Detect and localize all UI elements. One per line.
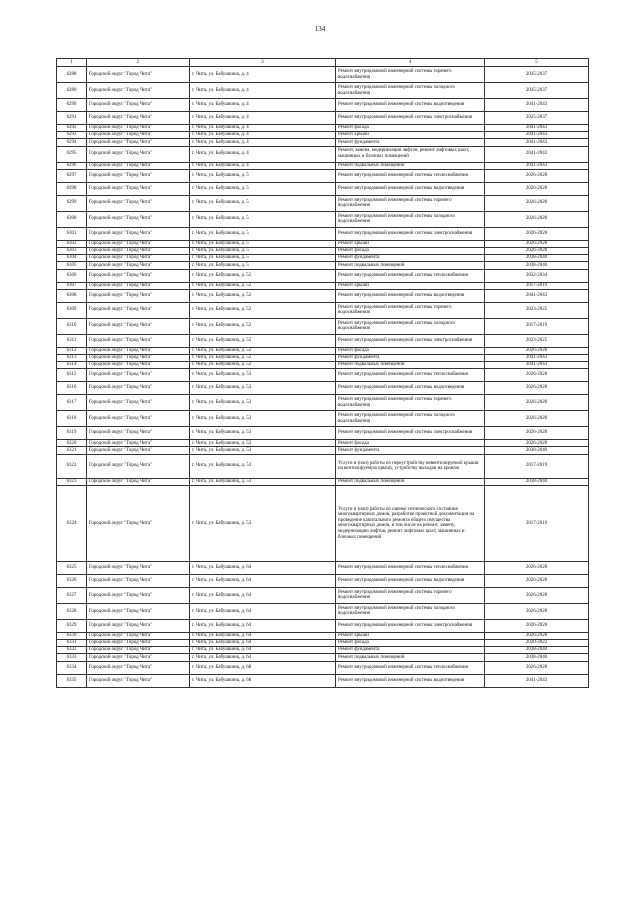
address-cell: г. Чита, ул. Бабушкина, д. 52 — [190, 354, 336, 361]
row-number-cell: 6289 — [57, 83, 87, 99]
work-type-cell: Ремонт внутридомовой инженерной системы теплоснабжения — [336, 169, 485, 182]
table-row — [57, 112, 589, 125]
period-cell: 2026-2028 — [485, 661, 589, 674]
table-row — [57, 485, 589, 561]
period-cell: 2041-2043 — [485, 162, 589, 169]
municipality-cell: Городской округ "Город Чита" — [87, 395, 190, 411]
row-number-cell: 6308 — [57, 289, 87, 302]
work-type-cell: Ремонт фасада — [336, 125, 485, 132]
row-number-cell: 6310 — [57, 318, 87, 334]
capital-repair-table — [56, 58, 589, 688]
work-type-cell: Ремонт фасада — [336, 247, 485, 254]
municipality-cell: Городской округ "Город Чита" — [87, 318, 190, 334]
row-number-cell: 6328 — [57, 603, 87, 619]
address-cell: г. Чита, ул. Бабушкина, д. 52 — [190, 318, 336, 334]
municipality-cell: Городской округ "Город Чита" — [87, 269, 190, 282]
row-number-cell: 6320 — [57, 440, 87, 447]
table-row — [57, 67, 589, 83]
address-cell: г. Чита, ул. Бабушкина, д. 53 — [190, 447, 336, 454]
table-row — [57, 447, 589, 454]
municipality-cell: Городской округ "Город Чита" — [87, 247, 190, 254]
period-cell: 2017-2019 — [485, 318, 589, 334]
row-number-cell: 6290 — [57, 99, 87, 112]
table-row — [57, 354, 589, 361]
table-row — [57, 318, 589, 334]
municipality-cell: Городской округ "Город Чита" — [87, 139, 190, 146]
row-number-cell: 6291 — [57, 112, 87, 125]
municipality-cell: Городской округ "Город Чита" — [87, 83, 190, 99]
table-row — [57, 99, 589, 112]
municipality-cell: Городской округ "Город Чита" — [87, 240, 190, 247]
period-cell: 2035-2037 — [485, 67, 589, 83]
municipality-cell: Городской округ "Город Чита" — [87, 574, 190, 587]
work-type-cell: Ремонт крыши — [336, 240, 485, 247]
address-cell: г. Чита, ул. Бабушкина, д. 52 — [190, 269, 336, 282]
table-row — [57, 619, 589, 632]
work-type-cell: Услуги и (или) работы по переустройству невентилируемой крыши на вентилируемую крышу, устройству выходов на кровлю — [336, 454, 485, 478]
table-row — [57, 647, 589, 654]
table-body — [57, 67, 589, 688]
row-number-cell: 6318 — [57, 411, 87, 427]
row-number-cell: 6333 — [57, 654, 87, 661]
municipality-cell: Городской округ "Город Чита" — [87, 195, 190, 211]
municipality-cell: Городской округ "Город Чита" — [87, 262, 190, 269]
address-cell: г. Чита, ул. Бабушкина, д. 4 — [190, 146, 336, 162]
municipality-cell: Городской округ "Город Чита" — [87, 369, 190, 382]
row-number-cell: 6326 — [57, 574, 87, 587]
work-type-cell: Ремонт внутридомовой инженерной системы холодного водоснабжения — [336, 83, 485, 99]
address-cell: г. Чита, ул. Бабушкина, д. 64 — [190, 647, 336, 654]
row-number-cell: 6298 — [57, 182, 87, 195]
municipality-cell: Городской округ "Город Чита" — [87, 632, 190, 639]
work-type-cell: Ремонт подвальных помещений — [336, 262, 485, 269]
work-type-cell: Ремонт внутридомовой инженерной системы теплоснабжения — [336, 561, 485, 574]
table-row — [57, 282, 589, 289]
row-number-cell: 6292 — [57, 125, 87, 132]
column-header-4: 4 — [336, 59, 485, 67]
table-row — [57, 640, 589, 647]
row-number-cell: 6288 — [57, 67, 87, 83]
address-cell: г. Чита, ул. Бабушкина, д. 5 — [190, 262, 336, 269]
work-type-cell: Ремонт внутридомовой инженерной системы горячего водоснабжения — [336, 302, 485, 318]
work-type-cell: Ремонт фундамента — [336, 447, 485, 454]
work-type-cell: Ремонт внутридомовой инженерной системы теплоснабжения — [336, 661, 485, 674]
municipality-cell: Городской округ "Город Чита" — [87, 427, 190, 440]
period-cell: 2035-2037 — [485, 83, 589, 99]
period-cell: 2041-2043 — [485, 362, 589, 369]
table-row — [57, 674, 589, 687]
period-cell: 2023-2025 — [485, 302, 589, 318]
row-number-cell: 6301 — [57, 227, 87, 240]
municipality-cell: Городской округ "Город Чита" — [87, 146, 190, 162]
municipality-cell: Городской округ "Город Чита" — [87, 603, 190, 619]
period-cell: 2035-2037 — [485, 112, 589, 125]
work-type-cell: Услуги и (или) работы по оценке технического состояния многоквартирных домов, разработке проектной документации на проведение капитального ремонта общего имущества многоквартирных домов, в том числе на ремонт, замену, модернизацию лифтов, ремонт лифтовых шахт, машинных и блочных помещений — [336, 485, 485, 561]
row-number-cell: 6334 — [57, 661, 87, 674]
row-number-cell: 6295 — [57, 146, 87, 162]
period-cell: 2017-2019 — [485, 282, 589, 289]
address-cell: г. Чита, ул. Бабушкина, д. 52 — [190, 334, 336, 347]
work-type-cell: Ремонт фундамента — [336, 354, 485, 361]
table-row — [57, 240, 589, 247]
table-row — [57, 227, 589, 240]
municipality-cell: Городской округ "Город Чита" — [87, 112, 190, 125]
address-cell: г. Чита, ул. Бабушкина, д. 53 — [190, 382, 336, 395]
work-type-cell: Ремонт внутридомовой инженерной системы электроснабжения — [336, 112, 485, 125]
work-type-cell: Ремонт внутридомовой инженерной системы горячего водоснабжения — [336, 395, 485, 411]
period-cell: 2020-2022 — [485, 640, 589, 647]
row-number-cell: 6330 — [57, 632, 87, 639]
period-cell: 2041-2043 — [485, 125, 589, 132]
period-cell: 2032-2034 — [485, 269, 589, 282]
work-type-cell: Ремонт подвальных помещений — [336, 654, 485, 661]
period-cell: 2026-2028 — [485, 603, 589, 619]
period-cell: 2026-2028 — [485, 227, 589, 240]
row-number-cell: 6303 — [57, 247, 87, 254]
table-row — [57, 262, 589, 269]
work-type-cell: Ремонт внутридомовой инженерной системы электроснабжения — [336, 227, 485, 240]
table-row — [57, 334, 589, 347]
address-cell: г. Чита, ул. Бабушкина, д. 52 — [190, 289, 336, 302]
address-cell: г. Чита, ул. Бабушкина, д. 4 — [190, 132, 336, 139]
table-row — [57, 125, 589, 132]
row-number-cell: 6332 — [57, 647, 87, 654]
table-row — [57, 574, 589, 587]
row-number-cell: 6293 — [57, 132, 87, 139]
table-row — [57, 654, 589, 661]
period-cell: 2026-2028 — [485, 169, 589, 182]
period-cell: 2026-2028 — [485, 440, 589, 447]
municipality-cell: Городской округ "Город Чита" — [87, 647, 190, 654]
municipality-cell: Городской округ "Город Чита" — [87, 362, 190, 369]
work-type-cell: Ремонт внутридомовой инженерной системы холодного водоснабжения — [336, 318, 485, 334]
row-number-cell: 6307 — [57, 282, 87, 289]
municipality-cell: Городской округ "Город Чита" — [87, 125, 190, 132]
row-number-cell: 6329 — [57, 619, 87, 632]
address-cell: г. Чита, ул. Бабушкина, д. 52 — [190, 302, 336, 318]
row-number-cell: 6317 — [57, 395, 87, 411]
row-number-cell: 6324 — [57, 485, 87, 561]
row-number-cell: 6323 — [57, 478, 87, 485]
municipality-cell: Городской округ "Город Чита" — [87, 485, 190, 561]
row-number-cell: 6294 — [57, 139, 87, 146]
work-type-cell: Ремонт внутридомовой инженерной системы водоотведения — [336, 574, 485, 587]
municipality-cell: Городской округ "Город Чита" — [87, 282, 190, 289]
table-row — [57, 182, 589, 195]
row-number-cell: 6313 — [57, 354, 87, 361]
municipality-cell: Городской округ "Город Чита" — [87, 561, 190, 574]
address-cell: г. Чита, ул. Бабушкина, д. 68 — [190, 661, 336, 674]
municipality-cell: Городской округ "Город Чита" — [87, 182, 190, 195]
table-row — [57, 603, 589, 619]
row-number-cell: 6321 — [57, 447, 87, 454]
period-cell: 2026-2028 — [485, 427, 589, 440]
work-type-cell: Ремонт внутридомовой инженерной системы горячего водоснабжения — [336, 195, 485, 211]
municipality-cell: Городской округ "Город Чита" — [87, 334, 190, 347]
address-cell: г. Чита, ул. Бабушкина, д. 53 — [190, 369, 336, 382]
table-row — [57, 427, 589, 440]
municipality-cell: Городской округ "Город Чита" — [87, 227, 190, 240]
work-type-cell: Ремонт фасада — [336, 440, 485, 447]
table-row — [57, 247, 589, 254]
work-type-cell: Ремонт внутридомовой инженерной системы горячего водоснабжения — [336, 587, 485, 603]
period-cell: 2026-2028 — [485, 619, 589, 632]
table-row — [57, 195, 589, 211]
work-type-cell: Ремонт внутридомовой инженерной системы электроснабжения — [336, 427, 485, 440]
row-number-cell: 6322 — [57, 454, 87, 478]
period-cell: 2041-2043 — [485, 289, 589, 302]
row-number-cell: 6331 — [57, 640, 87, 647]
address-cell: г. Чита, ул. Бабушкина, д. 5 — [190, 255, 336, 262]
address-cell: г. Чита, ул. Бабушкина, д. 5 — [190, 211, 336, 227]
municipality-cell: Городской округ "Город Чита" — [87, 411, 190, 427]
row-number-cell: 6304 — [57, 255, 87, 262]
period-cell: 2038-2040 — [485, 447, 589, 454]
period-cell: 2041-2043 — [485, 354, 589, 361]
work-type-cell: Ремонт внутридомовой инженерной системы холодного водоснабжения — [336, 603, 485, 619]
period-cell: 2017-2019 — [485, 485, 589, 561]
table-row — [57, 269, 589, 282]
municipality-cell: Городской округ "Город Чита" — [87, 447, 190, 454]
address-cell: г. Чита, ул. Бабушкина, д. 4 — [190, 125, 336, 132]
table-row — [57, 587, 589, 603]
municipality-cell: Городской округ "Город Чита" — [87, 654, 190, 661]
work-type-cell: Ремонт внутридомовой инженерной системы водоотведения — [336, 289, 485, 302]
table-header-row — [57, 59, 589, 67]
address-cell: г. Чита, ул. Бабушкина, д. 64 — [190, 574, 336, 587]
address-cell: г. Чита, ул. Бабушкина, д. 64 — [190, 603, 336, 619]
row-number-cell: 6325 — [57, 561, 87, 574]
address-cell: г. Чита, ул. Бабушкина, д. 64 — [190, 561, 336, 574]
period-cell: 2026-2028 — [485, 195, 589, 211]
table-row — [57, 146, 589, 162]
municipality-cell: Городской округ "Город Чита" — [87, 587, 190, 603]
table-row — [57, 561, 589, 574]
table-row — [57, 289, 589, 302]
municipality-cell: Городской округ "Город Чита" — [87, 674, 190, 687]
table-row — [57, 255, 589, 262]
municipality-cell: Городской округ "Город Чита" — [87, 619, 190, 632]
work-type-cell: Ремонт внутридомовой инженерной системы холодного водоснабжения — [336, 211, 485, 227]
table-row — [57, 83, 589, 99]
period-cell: 2026-2028 — [485, 561, 589, 574]
work-type-cell: Ремонт внутридомовой инженерной системы водоотведения — [336, 182, 485, 195]
address-cell: г. Чита, ул. Бабушкина, д. 4 — [190, 99, 336, 112]
municipality-cell: Городской округ "Город Чита" — [87, 382, 190, 395]
municipality-cell: Городской округ "Город Чита" — [87, 354, 190, 361]
address-cell: г. Чита, ул. Бабушкина, д. 52 — [190, 347, 336, 354]
column-header-1: 1 — [57, 59, 87, 67]
period-cell: 2026-2028 — [485, 574, 589, 587]
address-cell: г. Чита, ул. Бабушкина, д. 64 — [190, 632, 336, 639]
work-type-cell: Ремонт фундамента — [336, 647, 485, 654]
work-type-cell: Ремонт внутридомовой инженерной системы электроснабжения — [336, 334, 485, 347]
address-cell: г. Чита, ул. Бабушкина, д. 52 — [190, 362, 336, 369]
table-row — [57, 169, 589, 182]
table-row — [57, 395, 589, 411]
address-cell: г. Чита, ул. Бабушкина, д. 52 — [190, 282, 336, 289]
work-type-cell: Ремонт крыши — [336, 132, 485, 139]
address-cell: г. Чита, ул. Бабушкина, д. 5 — [190, 195, 336, 211]
table-row — [57, 411, 589, 427]
address-cell: г. Чита, ул. Бабушкина, д. 5 — [190, 227, 336, 240]
period-cell: 2026-2028 — [485, 395, 589, 411]
table-row — [57, 211, 589, 227]
address-cell: г. Чита, ул. Бабушкина, д. 53 — [190, 395, 336, 411]
work-type-cell: Ремонт внутридомовой инженерной системы водоотведения — [336, 382, 485, 395]
period-cell: 2026-2028 — [485, 240, 589, 247]
work-type-cell: Ремонт внутридомовой инженерной системы водоотведения — [336, 99, 485, 112]
address-cell: г. Чита, ул. Бабушкина, д. 53 — [190, 427, 336, 440]
municipality-cell: Городской округ "Город Чита" — [87, 289, 190, 302]
table-row — [57, 369, 589, 382]
municipality-cell: Городской округ "Город Чита" — [87, 99, 190, 112]
municipality-cell: Городской округ "Город Чита" — [87, 67, 190, 83]
work-type-cell: Ремонт крыши — [336, 632, 485, 639]
period-cell: 2023-2025 — [485, 334, 589, 347]
work-type-cell: Ремонт внутридомовой инженерной системы теплоснабжения — [336, 269, 485, 282]
column-header-2: 2 — [87, 59, 190, 67]
row-number-cell: 6327 — [57, 587, 87, 603]
table-row — [57, 302, 589, 318]
work-type-cell: Ремонт, замена, модернизация лифтов, ремонт лифтовых шахт, машинных и блочных помещений — [336, 146, 485, 162]
row-number-cell: 6319 — [57, 427, 87, 440]
work-type-cell: Ремонт внутридомовой инженерной системы горячего водоснабжения — [336, 67, 485, 83]
period-cell: 2026-2028 — [485, 382, 589, 395]
row-number-cell: 6300 — [57, 211, 87, 227]
address-cell: г. Чита, ул. Бабушкина, д. 5 — [190, 169, 336, 182]
work-type-cell: Ремонт внутридомовой инженерной системы электроснабжения — [336, 619, 485, 632]
municipality-cell: Городской округ "Город Чита" — [87, 661, 190, 674]
municipality-cell: Городской округ "Город Чита" — [87, 440, 190, 447]
table-row — [57, 382, 589, 395]
period-cell: 2038-2040 — [485, 654, 589, 661]
municipality-cell: Городской округ "Город Чита" — [87, 169, 190, 182]
period-cell: 2017-2019 — [485, 454, 589, 478]
row-number-cell: 6305 — [57, 262, 87, 269]
table-row — [57, 139, 589, 146]
work-type-cell: Ремонт внутридомовой инженерной системы холодного водоснабжения — [336, 411, 485, 427]
address-cell: г. Чита, ул. Бабушкина, д. 53 — [190, 454, 336, 478]
table-row — [57, 347, 589, 354]
municipality-cell: Городской округ "Город Чита" — [87, 454, 190, 478]
row-number-cell: 6315 — [57, 369, 87, 382]
column-header-5: 5 — [485, 59, 589, 67]
period-cell: 2026-2028 — [485, 247, 589, 254]
address-cell: г. Чита, ул. Бабушкина, д. 53 — [190, 478, 336, 485]
table-row — [57, 362, 589, 369]
period-cell: 2026-2028 — [485, 347, 589, 354]
municipality-cell: Городской округ "Город Чита" — [87, 347, 190, 354]
municipality-cell: Городской округ "Город Чита" — [87, 255, 190, 262]
period-cell: 2026-2028 — [485, 632, 589, 639]
period-cell: 2026-2028 — [485, 182, 589, 195]
row-number-cell: 6312 — [57, 347, 87, 354]
address-cell: г. Чита, ул. Бабушкина, д. 64 — [190, 654, 336, 661]
address-cell: г. Чита, ул. Бабушкина, д. 64 — [190, 640, 336, 647]
row-number-cell: 6299 — [57, 195, 87, 211]
work-type-cell: Ремонт фундамента — [336, 255, 485, 262]
row-number-cell: 6316 — [57, 382, 87, 395]
period-cell: 2041-2043 — [485, 132, 589, 139]
address-cell: г. Чита, ул. Бабушкина, д. 5 — [190, 240, 336, 247]
address-cell: г. Чита, ул. Бабушкина, д. 64 — [190, 619, 336, 632]
period-cell: 2026-2028 — [485, 369, 589, 382]
work-type-cell: Ремонт фасада — [336, 640, 485, 647]
address-cell: г. Чита, ул. Бабушкина, д. 5 — [190, 182, 336, 195]
address-cell: г. Чита, ул. Бабушкина, д. 53 — [190, 485, 336, 561]
period-cell: 2038-2040 — [485, 262, 589, 269]
row-number-cell: 6314 — [57, 362, 87, 369]
row-number-cell: 6302 — [57, 240, 87, 247]
address-cell: г. Чита, ул. Бабушкина, д. 4 — [190, 112, 336, 125]
period-cell: 2026-2028 — [485, 411, 589, 427]
address-cell: г. Чита, ул. Бабушкина, д. 4 — [190, 139, 336, 146]
address-cell: г. Чита, ул. Бабушкина, д. 53 — [190, 440, 336, 447]
period-cell: 2041-2043 — [485, 674, 589, 687]
municipality-cell: Городской округ "Город Чита" — [87, 640, 190, 647]
period-cell: 2038-2040 — [485, 255, 589, 262]
period-cell: 2041-2043 — [485, 99, 589, 112]
table-row — [57, 162, 589, 169]
work-type-cell: Ремонт подвальных помещений — [336, 362, 485, 369]
municipality-cell: Городской округ "Город Чита" — [87, 478, 190, 485]
table-row — [57, 440, 589, 447]
address-cell: г. Чита, ул. Бабушкина, д. 68 — [190, 674, 336, 687]
address-cell: г. Чита, ул. Бабушкина, д. 4 — [190, 162, 336, 169]
table-row — [57, 132, 589, 139]
address-cell: г. Чита, ул. Бабушкина, д. 4 — [190, 67, 336, 83]
work-type-cell: Ремонт подвальных помещений — [336, 478, 485, 485]
work-type-cell: Ремонт внутридомовой инженерной системы теплоснабжения — [336, 369, 485, 382]
row-number-cell: 6309 — [57, 302, 87, 318]
municipality-cell: Городской округ "Город Чита" — [87, 302, 190, 318]
row-number-cell: 6306 — [57, 269, 87, 282]
page-number: 134 — [314, 25, 326, 33]
work-type-cell: Ремонт подвальных помещений — [336, 162, 485, 169]
row-number-cell: 6311 — [57, 334, 87, 347]
period-cell: 2041-2043 — [485, 139, 589, 146]
period-cell: 2038-2040 — [485, 647, 589, 654]
work-type-cell: Ремонт фасада — [336, 347, 485, 354]
municipality-cell: Городской округ "Город Чита" — [87, 211, 190, 227]
row-number-cell: 6296 — [57, 162, 87, 169]
period-cell: 2041-2043 — [485, 146, 589, 162]
address-cell: г. Чита, ул. Бабушкина, д. 64 — [190, 587, 336, 603]
table-row — [57, 661, 589, 674]
table-row — [57, 632, 589, 639]
table-row — [57, 454, 589, 478]
work-type-cell: Ремонт крыши — [336, 282, 485, 289]
work-type-cell: Ремонт внутридомовой инженерной системы водоотведения — [336, 674, 485, 687]
row-number-cell: 6335 — [57, 674, 87, 687]
period-cell: 2026-2028 — [485, 211, 589, 227]
table-row — [57, 478, 589, 485]
row-number-cell: 6297 — [57, 169, 87, 182]
municipality-cell: Городской округ "Город Чита" — [87, 162, 190, 169]
column-header-3: 3 — [190, 59, 336, 67]
address-cell: г. Чита, ул. Бабушкина, д. 4 — [190, 83, 336, 99]
municipality-cell: Городской округ "Город Чита" — [87, 132, 190, 139]
period-cell: 2038-2040 — [485, 478, 589, 485]
period-cell: 2026-2028 — [485, 587, 589, 603]
work-type-cell: Ремонт фундамента — [336, 139, 485, 146]
address-cell: г. Чита, ул. Бабушкина, д. 53 — [190, 411, 336, 427]
address-cell: г. Чита, ул. Бабушкина, д. 5 — [190, 247, 336, 254]
